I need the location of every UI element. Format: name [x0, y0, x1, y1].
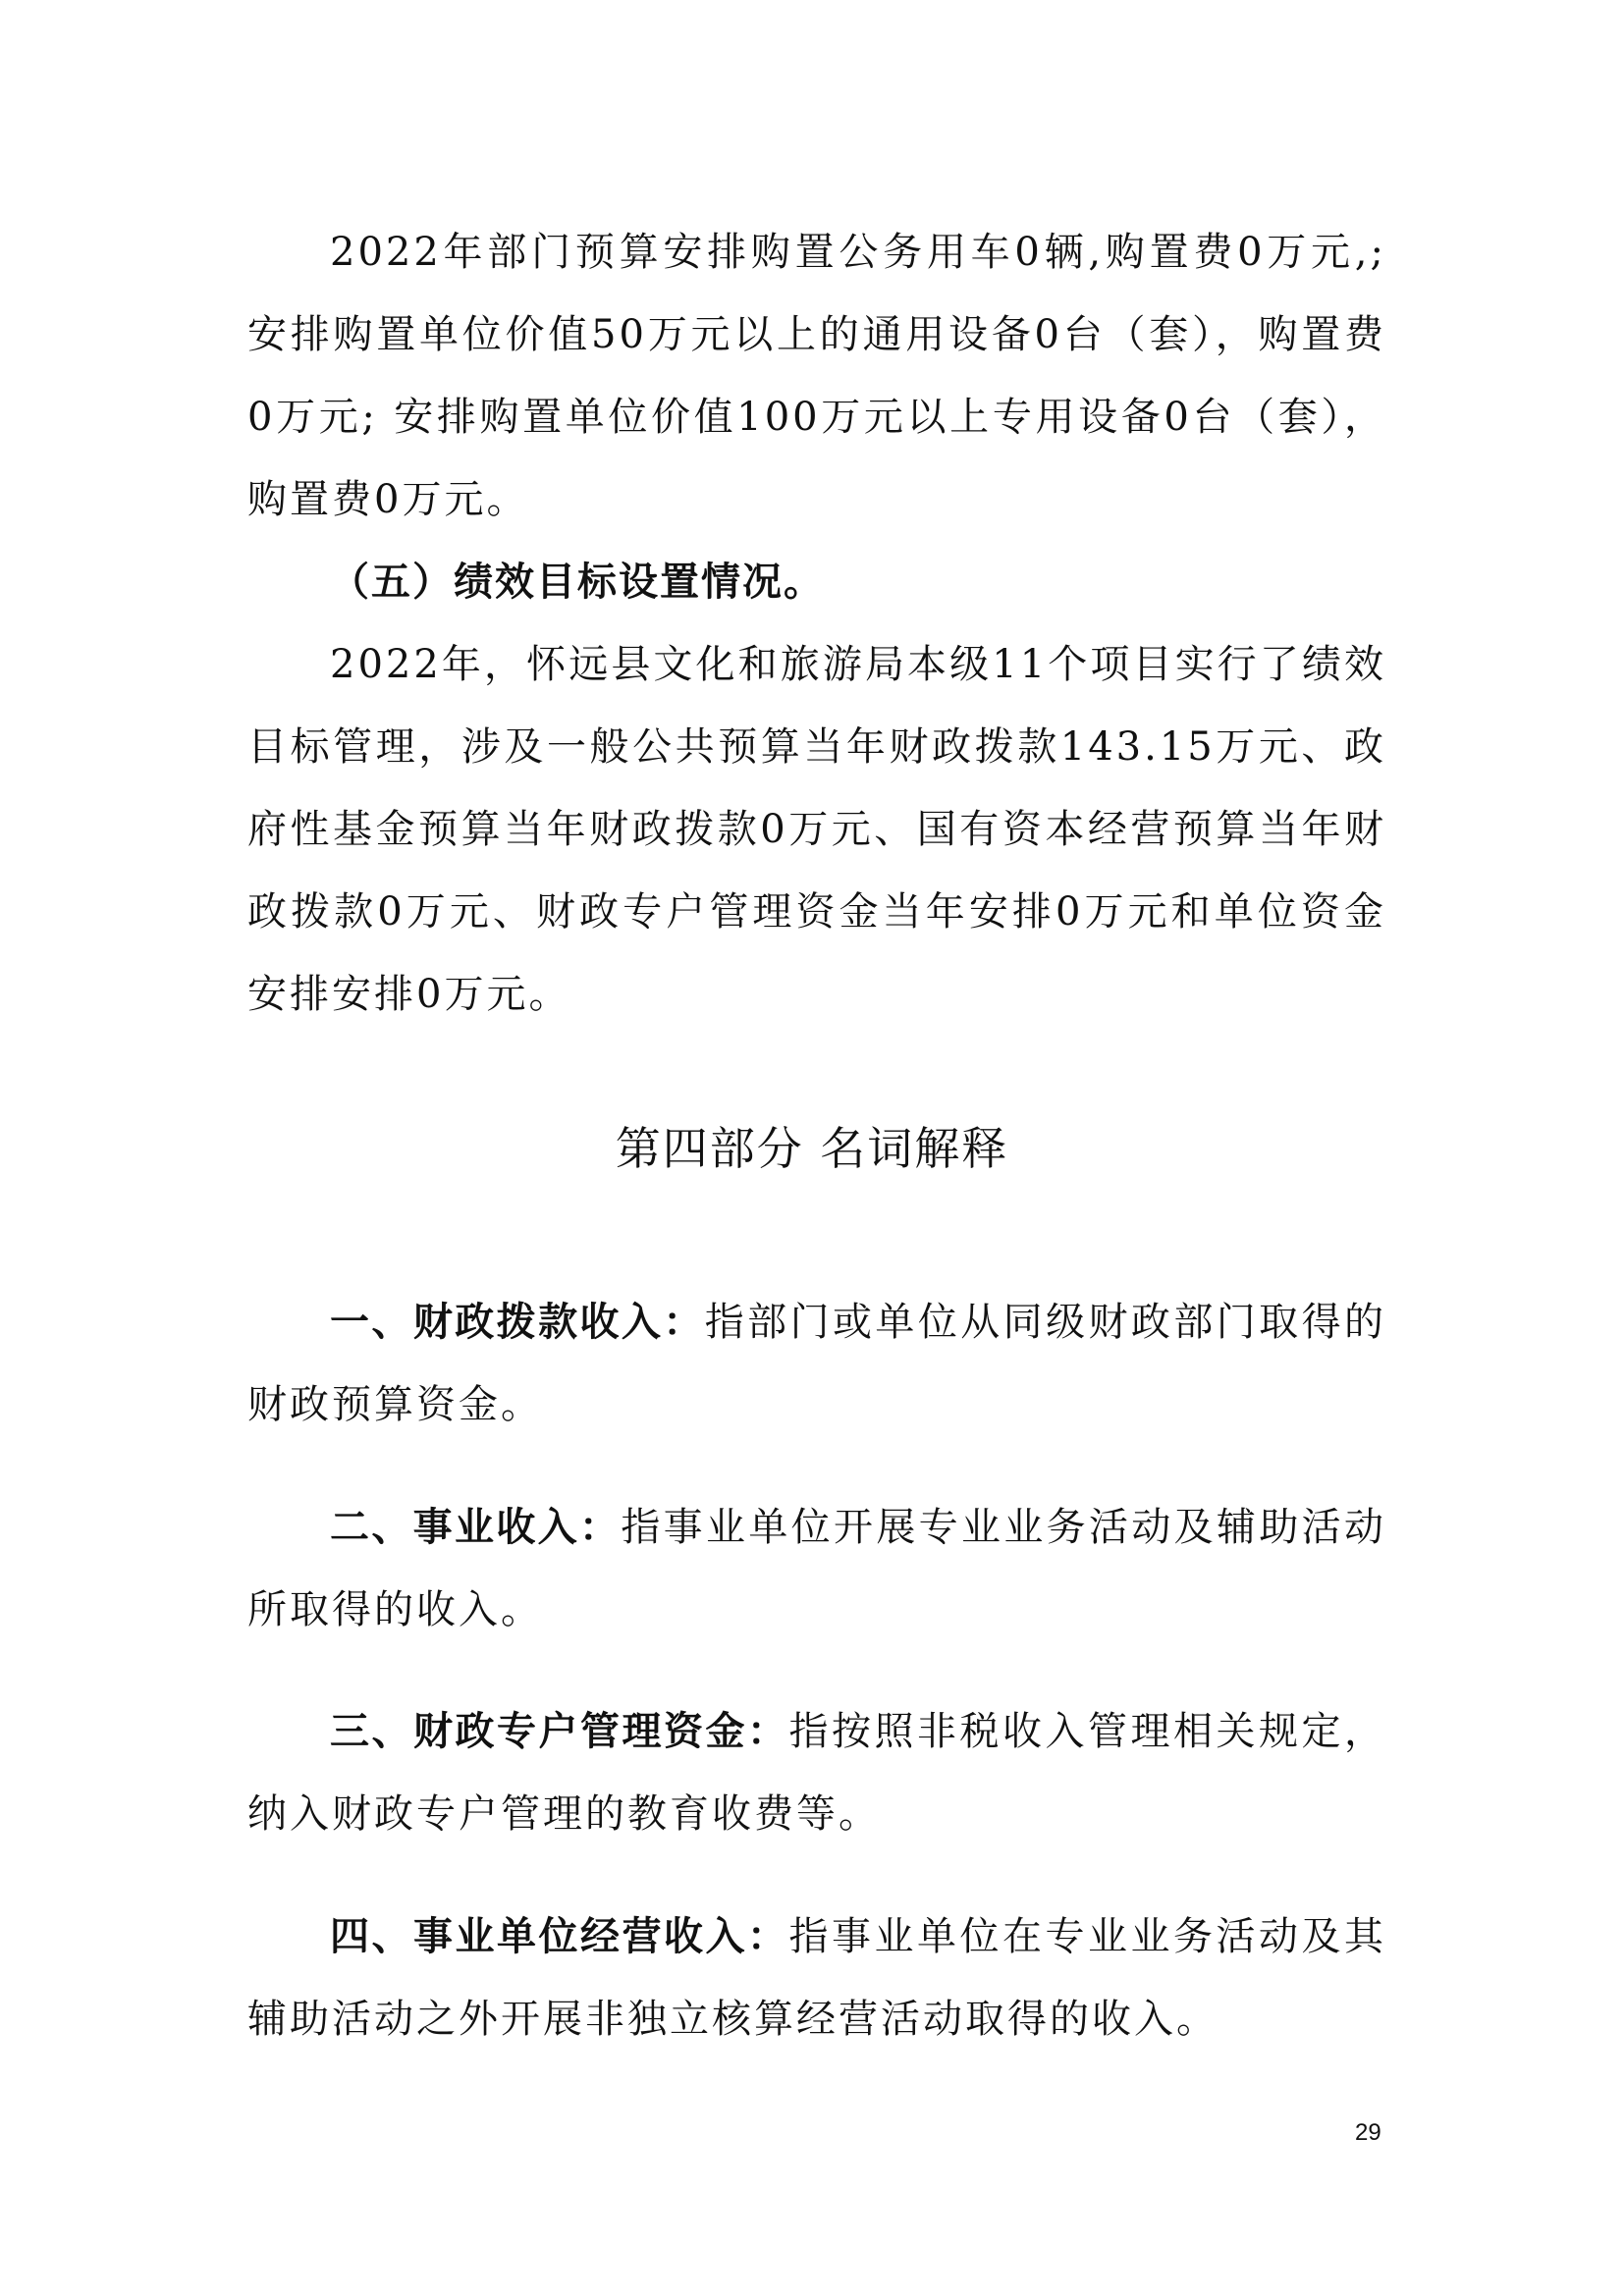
term-name: 四、事业单位经营收入：	[330, 1914, 789, 1959]
paragraph-vehicle-purchase: 2022年部门预算安排购置公务用车0辆,购置费0万元,;安排购置单位价值50万元以上的通用设备0台（套），购置费0万元; 安排购置单位价值100万元以上专用设备0台（套），购置费0万元。	[247, 230, 1386, 522]
page-number: 29	[1355, 2119, 1381, 2146]
term-definition: 指按照非税收入管理相关规定，纳入财政专户管理的教育收费等。	[247, 1709, 1386, 1837]
term-operating-income	[247, 1896, 1386, 2060]
term-name: 三、财政专户管理资金：	[330, 1709, 789, 1754]
term-special-account-funds	[247, 1690, 1386, 1855]
term-definition: 指事业单位在专业业务活动及其辅助活动之外开展非独立核算经营活动取得的收入。	[247, 1914, 1386, 2042]
term-definition: 指部门或单位从同级财政部门取得的财政预算资金。	[247, 1300, 1386, 1427]
term-definition: 指事业单位开展专业业务活动及辅助活动所取得的收入。	[247, 1505, 1387, 1632]
paragraph-performance-targets: 2022年，怀远县文化和旅游局本级11个项目实行了绩效目标管理，涉及一般公共预算当年财政拨款143.15万元、政府性基金预算当年财政拨款0万元、国有资本经营预算当年财政拨款0万元、财政专户管理资金当年安排0万元和单位资金安排安排0万元。	[247, 642, 1386, 1017]
term-name: 一、财政拨款收入：	[330, 1300, 705, 1345]
term-name: 二、事业收入：	[330, 1505, 622, 1550]
section-heading-performance-targets: （五）绩效目标设置情况。	[330, 560, 825, 605]
term-business-income	[247, 1486, 1386, 1651]
term-fiscal-appropriation	[247, 1281, 1386, 1446]
part-title: 第四部分 名词解释	[615, 1122, 1009, 1175]
